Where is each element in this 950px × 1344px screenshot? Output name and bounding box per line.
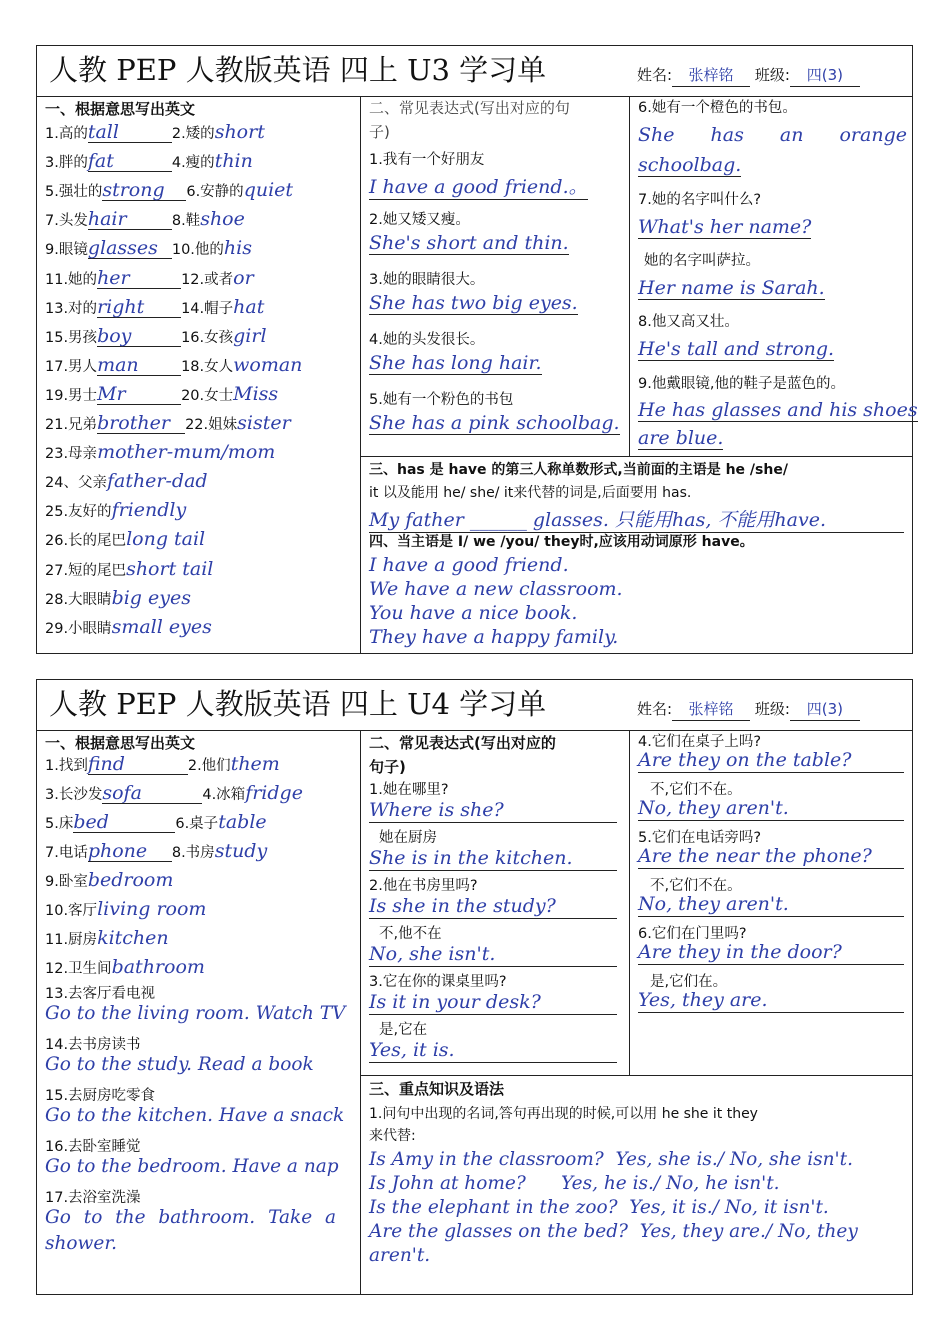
- vocab-prompt: 16.女孩: [181, 329, 234, 346]
- vocab-row: [45, 326, 267, 348]
- vocab-answer: girl: [233, 324, 267, 347]
- vocab-section: [37, 730, 360, 1295]
- phrase-cn: 15.去厨房吃零食: [45, 1088, 156, 1104]
- vocab-answer: sofa: [102, 783, 202, 804]
- vocab-answer: study: [214, 840, 268, 862]
- vocab-answer: find: [88, 754, 188, 775]
- class-label: 班级:: [754, 700, 790, 718]
- class-value: 四(3): [790, 698, 860, 721]
- question-cn: 2.他在书房里吗?: [369, 878, 478, 894]
- vocab-answer: his: [223, 237, 252, 260]
- phrase-en: Go to the bathroom. Take a: [45, 1207, 337, 1228]
- question-cn: 是,它在: [379, 1022, 428, 1038]
- expressions-section: [361, 96, 629, 456]
- worksheet-u4: [36, 679, 913, 1295]
- section-title-cont: 子): [369, 123, 390, 141]
- phrase-cn: 17.去浴室洗澡: [45, 1190, 141, 1206]
- vocab-row: [45, 529, 205, 551]
- class-value: 四(3): [790, 64, 860, 87]
- vocab-answer: bathroom: [111, 956, 205, 978]
- phrase-en: Go to the study. Read a book: [45, 1054, 314, 1075]
- answer-en: She has two big eyes.: [369, 292, 578, 314]
- phrase-cn: 13.去客厅看电视: [45, 986, 156, 1002]
- section-title: 一、根据意思写出英文: [45, 100, 196, 118]
- expressions-continued: [630, 730, 913, 1075]
- vocab-row: [45, 754, 280, 776]
- expressions-section: [361, 730, 629, 1075]
- answer-en: schoolbag.: [638, 154, 742, 176]
- answer-en: Yes, they are.: [638, 988, 904, 1013]
- vocab-prompt: 12.或者: [181, 271, 234, 288]
- section-title-cont: 句子): [369, 758, 406, 776]
- grammar-example: Is Amy in the classroom? Yes, she is./ No, she isn't.: [369, 1149, 853, 1170]
- vocab-row: [45, 355, 302, 377]
- vocab-prompt: 3.长沙发: [45, 787, 103, 803]
- vocab-prompt: 28.大眼睛: [45, 591, 112, 608]
- question-cn: 她的名字叫萨拉。: [644, 253, 760, 269]
- answer-en: Where is she?: [369, 798, 617, 823]
- answer-en: Are they in the door?: [638, 940, 904, 965]
- grammar-rule: 三、has 是 have 的第三人称单数形式,当前面的主语是 he /she/: [369, 462, 788, 478]
- vocab-prompt: 23.母亲: [45, 446, 98, 463]
- vocab-prompt: 25.友好的: [45, 504, 112, 521]
- grammar-rule: 1.问句中出现的名词,答句再出现的时候,可以用 he she it they: [369, 1106, 758, 1122]
- vocab-prompt: 26.长的尾巴: [45, 533, 127, 550]
- vocab-prompt: 8.鞋: [171, 213, 201, 230]
- vocab-prompt: 4.瘦的: [171, 155, 215, 172]
- expressions-continued: [630, 96, 918, 456]
- vocab-row: [45, 122, 265, 144]
- class-label: 班级:: [754, 66, 790, 84]
- answer-en: I have a good friend.。: [369, 172, 588, 200]
- vocab-prompt: 2.他们: [187, 758, 231, 774]
- vocab-answer: them: [230, 753, 280, 775]
- vocab-row: [45, 812, 267, 834]
- vocab-row: [45, 559, 213, 581]
- grammar-example: Is the elephant in the zoo? Yes, it is./ No, it isn't.: [369, 1197, 829, 1218]
- vocab-prompt: 13.对的: [45, 300, 98, 317]
- grammar-section: [361, 1076, 913, 1295]
- vocab-prompt: 19.男士: [45, 387, 98, 404]
- answer-en: Is it in your desk?: [369, 990, 617, 1015]
- answer-en: He has glasses and his shoes: [638, 399, 918, 421]
- vocab-row: [45, 384, 278, 406]
- question-cn: 1.她在哪里?: [369, 782, 449, 798]
- grammar-section: [361, 457, 913, 654]
- phrase-en: Go to the kitchen. Have a snack: [45, 1105, 345, 1126]
- vocab-row: [45, 588, 191, 610]
- answer-en: She is in the kitchen.: [369, 846, 617, 871]
- answer-en: No, they aren't.: [638, 796, 904, 821]
- vocab-row: [45, 841, 267, 863]
- vocab-prompt: 18.女人: [181, 358, 234, 375]
- section-title: 二、常见表达式(写出对应的: [369, 734, 556, 752]
- vocab-row: [45, 151, 253, 173]
- answer-en: Are they on the table?: [638, 748, 904, 773]
- vocab-answer: right: [97, 297, 181, 318]
- worksheet-u4-title: 人教 PEP 人教版英语 四上 U4 学习单: [49, 687, 547, 721]
- student-info: [637, 64, 860, 87]
- student-info: [637, 698, 860, 721]
- vocab-row: [45, 442, 275, 464]
- vocab-answer: or: [233, 266, 254, 289]
- vocab-row: [45, 870, 173, 892]
- vocab-prompt: 21.兄弟: [45, 417, 98, 433]
- vocab-answer: short: [214, 121, 265, 143]
- vocab-answer: hat: [233, 295, 265, 318]
- vocab-answer: big eyes: [111, 586, 191, 609]
- vocab-answer: quiet: [243, 179, 294, 202]
- vocab-answer: fat: [88, 151, 172, 172]
- question-cn: 3.它在你的课桌里吗?: [369, 974, 507, 990]
- answer-en: She has a pink schoolbag.: [369, 412, 620, 434]
- vocab-prompt: 7.头发: [45, 213, 88, 230]
- vocab-prompt: 27.短的尾巴: [45, 562, 127, 579]
- vocab-answer: small eyes: [111, 615, 212, 638]
- vocab-answer: friendly: [111, 499, 187, 522]
- vocab-prompt: 6.桌子: [175, 816, 219, 832]
- vocab-answer: hair: [88, 209, 172, 230]
- worksheet-u3: [36, 45, 918, 654]
- vocab-row: [45, 957, 205, 979]
- question-cn: 不,它们不在。: [650, 878, 742, 894]
- grammar-rule-cont: 来代替:: [369, 1128, 416, 1144]
- vocab-row: [45, 297, 264, 319]
- question-cn: 她在厨房: [379, 830, 437, 846]
- vocab-row: [45, 268, 254, 290]
- question-cn: 6.它们在门里吗?: [638, 926, 747, 942]
- question-cn: 3.她的眼睛很大。: [369, 272, 485, 288]
- vocab-prompt: 5.强壮的: [45, 184, 103, 201]
- vocab-prompt: 10.他的: [171, 242, 224, 259]
- vocab-prompt: 22.姐妹: [185, 417, 238, 433]
- vocab-answer: Mr: [97, 384, 181, 405]
- phrase-cn: 14.去书房读书: [45, 1037, 141, 1053]
- vocab-answer: long tail: [126, 528, 206, 551]
- grammar-example: They have a happy family.: [369, 626, 619, 648]
- vocab-answer: her: [97, 268, 181, 289]
- grammar-example: Is John at home? Yes, he is./ No, he isn't.: [369, 1173, 780, 1194]
- grammar-example: aren't.: [369, 1245, 431, 1266]
- vocab-answer: tall: [88, 122, 172, 143]
- vocab-answer: man: [97, 355, 181, 376]
- vocab-prompt: 17.男人: [45, 358, 98, 375]
- grammar-rule-2: 四、当主语是 I/ we /you/ they时,应该用动词原形 have。: [369, 534, 754, 550]
- vocab-row: [45, 500, 186, 522]
- vocab-row: [45, 238, 252, 260]
- phrase-en: Go to the living room. Watch TV: [45, 1003, 346, 1024]
- answer-en: Are the near the phone?: [638, 844, 904, 869]
- section-title: 一、根据意思写出英文: [45, 734, 196, 752]
- worksheet-u4-header: [37, 680, 912, 731]
- vocab-row: [45, 617, 212, 639]
- vocab-section: [37, 96, 360, 654]
- answer-en: Yes, it is.: [369, 1038, 617, 1063]
- vocab-answer: fridge: [245, 782, 303, 804]
- grammar-example: We have a new classroom.: [369, 578, 623, 600]
- name-label: 姓名:: [637, 66, 673, 84]
- vocab-prompt: 1.高的: [45, 126, 88, 142]
- question-cn: 7.她的名字叫什么?: [638, 192, 762, 208]
- vocab-prompt: 15.男孩: [45, 329, 98, 346]
- vocab-prompt: 12.卫生间: [45, 961, 112, 977]
- answer-en: What's her name?: [638, 216, 812, 238]
- vocab-prompt: 11.厨房: [45, 932, 98, 948]
- grammar-rule-cont: it 以及能用 he/ she/ it来代替的词是,后面要用 has.: [369, 485, 692, 501]
- answer-en: No, they aren't.: [638, 892, 904, 917]
- vocab-prompt: 9.卧室: [45, 874, 88, 890]
- vocab-row: [45, 180, 293, 202]
- question-cn: 不,它们不在。: [650, 782, 742, 798]
- question-cn: 1.我有一个好朋友: [369, 152, 485, 168]
- vocab-row: [45, 928, 169, 950]
- vocab-prompt: 1.找到: [45, 758, 88, 774]
- worksheet-u3-title: 人教 PEP 人教版英语 四上 U3 学习单: [49, 53, 547, 87]
- vocab-prompt: 29.小眼睛: [45, 620, 112, 637]
- vocab-row: [45, 471, 208, 493]
- worksheet-u3-header: [37, 46, 912, 97]
- vocab-prompt: 10.客厅: [45, 903, 98, 919]
- vocab-prompt: 7.电话: [45, 845, 88, 861]
- vocab-prompt: 14.帽子: [181, 300, 234, 317]
- vocab-answer: mother-mum/mom: [97, 441, 276, 464]
- phrase-cn: 16.去卧室睡觉: [45, 1139, 141, 1155]
- vocab-answer: woman: [233, 353, 303, 376]
- question-cn: 5.她有一个粉色的书包: [369, 392, 514, 408]
- vocab-prompt: 3.胖的: [45, 155, 88, 172]
- name-value: 张梓铭: [672, 64, 750, 87]
- answer-en: She has an orange: [638, 124, 907, 146]
- vocab-prompt: 24、父亲: [45, 475, 107, 492]
- question-cn: 6.她有一个橙色的书包。: [638, 100, 797, 116]
- answer-en: She has long hair.: [369, 352, 542, 374]
- vocab-answer: phone: [88, 841, 172, 862]
- question-cn: 不,他不在: [379, 926, 442, 942]
- question-cn: 4.她的头发很长。: [369, 332, 485, 348]
- vocab-answer: brother: [97, 413, 185, 434]
- vocab-prompt: 4.冰箱: [202, 787, 246, 803]
- name-label: 姓名:: [637, 700, 673, 718]
- question-cn: 4.它们在桌子上吗?: [638, 734, 762, 750]
- vocab-answer: Miss: [233, 382, 279, 405]
- vocab-row: [45, 899, 206, 921]
- question-cn: 2.她又矮又瘦。: [369, 212, 470, 228]
- vocab-row: [45, 413, 291, 435]
- vocab-prompt: 11.她的: [45, 271, 98, 288]
- question-cn: 5.它们在电话旁吗?: [638, 830, 762, 846]
- phrase-en: shower.: [45, 1233, 118, 1254]
- vocab-answer: strong: [102, 180, 186, 201]
- vocab-answer: bedroom: [87, 869, 174, 891]
- vocab-answer: short tail: [126, 557, 214, 580]
- vocab-prompt: 9.眼镜: [45, 242, 88, 259]
- grammar-example: Are the glasses on the bed? Yes, they are./ No, they: [369, 1221, 858, 1242]
- vocab-answer: bed: [73, 812, 175, 833]
- vocab-row: [45, 209, 245, 231]
- vocab-answer: living room: [97, 898, 207, 920]
- section-title: 二、常见表达式(写出对应的句: [369, 99, 570, 117]
- question-cn: 8.他又高又壮。: [638, 314, 739, 330]
- vocab-answer: thin: [214, 150, 253, 173]
- section-title: 三、重点知识及语法: [369, 1080, 505, 1098]
- vocab-prompt: 5.床: [45, 816, 74, 832]
- vocab-answer: sister: [237, 412, 291, 434]
- vocab-answer: table: [218, 811, 267, 833]
- name-value: 张梓铭: [672, 698, 750, 721]
- phrase-en: Go to the bedroom. Have a nap: [45, 1156, 339, 1177]
- vocab-answer: shoe: [200, 208, 245, 231]
- vocab-answer: glasses: [88, 238, 172, 259]
- answer-en: Is she in the study?: [369, 894, 617, 919]
- vocab-answer: father-dad: [106, 470, 208, 493]
- grammar-example: You have a nice book.: [369, 602, 578, 624]
- answer-en: He's tall and strong.: [638, 338, 835, 360]
- vocab-prompt: 6.安静的: [186, 184, 244, 201]
- vocab-prompt: 20.女士: [181, 387, 234, 404]
- question-cn: 9.他戴眼镜,他的鞋子是蓝色的。: [638, 376, 845, 392]
- vocab-answer: boy: [97, 326, 181, 347]
- answer-en: She's short and thin.: [369, 232, 569, 254]
- answer-en: Her name is Sarah.: [638, 277, 825, 299]
- grammar-example: I have a good friend.: [369, 554, 569, 576]
- question-cn: 是,它们在。: [650, 974, 728, 990]
- grammar-example: My father ______ glasses. 只能用has, 不能用have.: [369, 505, 904, 533]
- answer-en: No, she isn't.: [369, 942, 617, 967]
- vocab-answer: kitchen: [97, 927, 169, 949]
- vocab-row: [45, 783, 303, 805]
- answer-en: are blue.: [638, 427, 724, 449]
- vocab-prompt: 8.书房: [171, 845, 215, 861]
- vocab-prompt: 2.矮的: [171, 126, 215, 142]
